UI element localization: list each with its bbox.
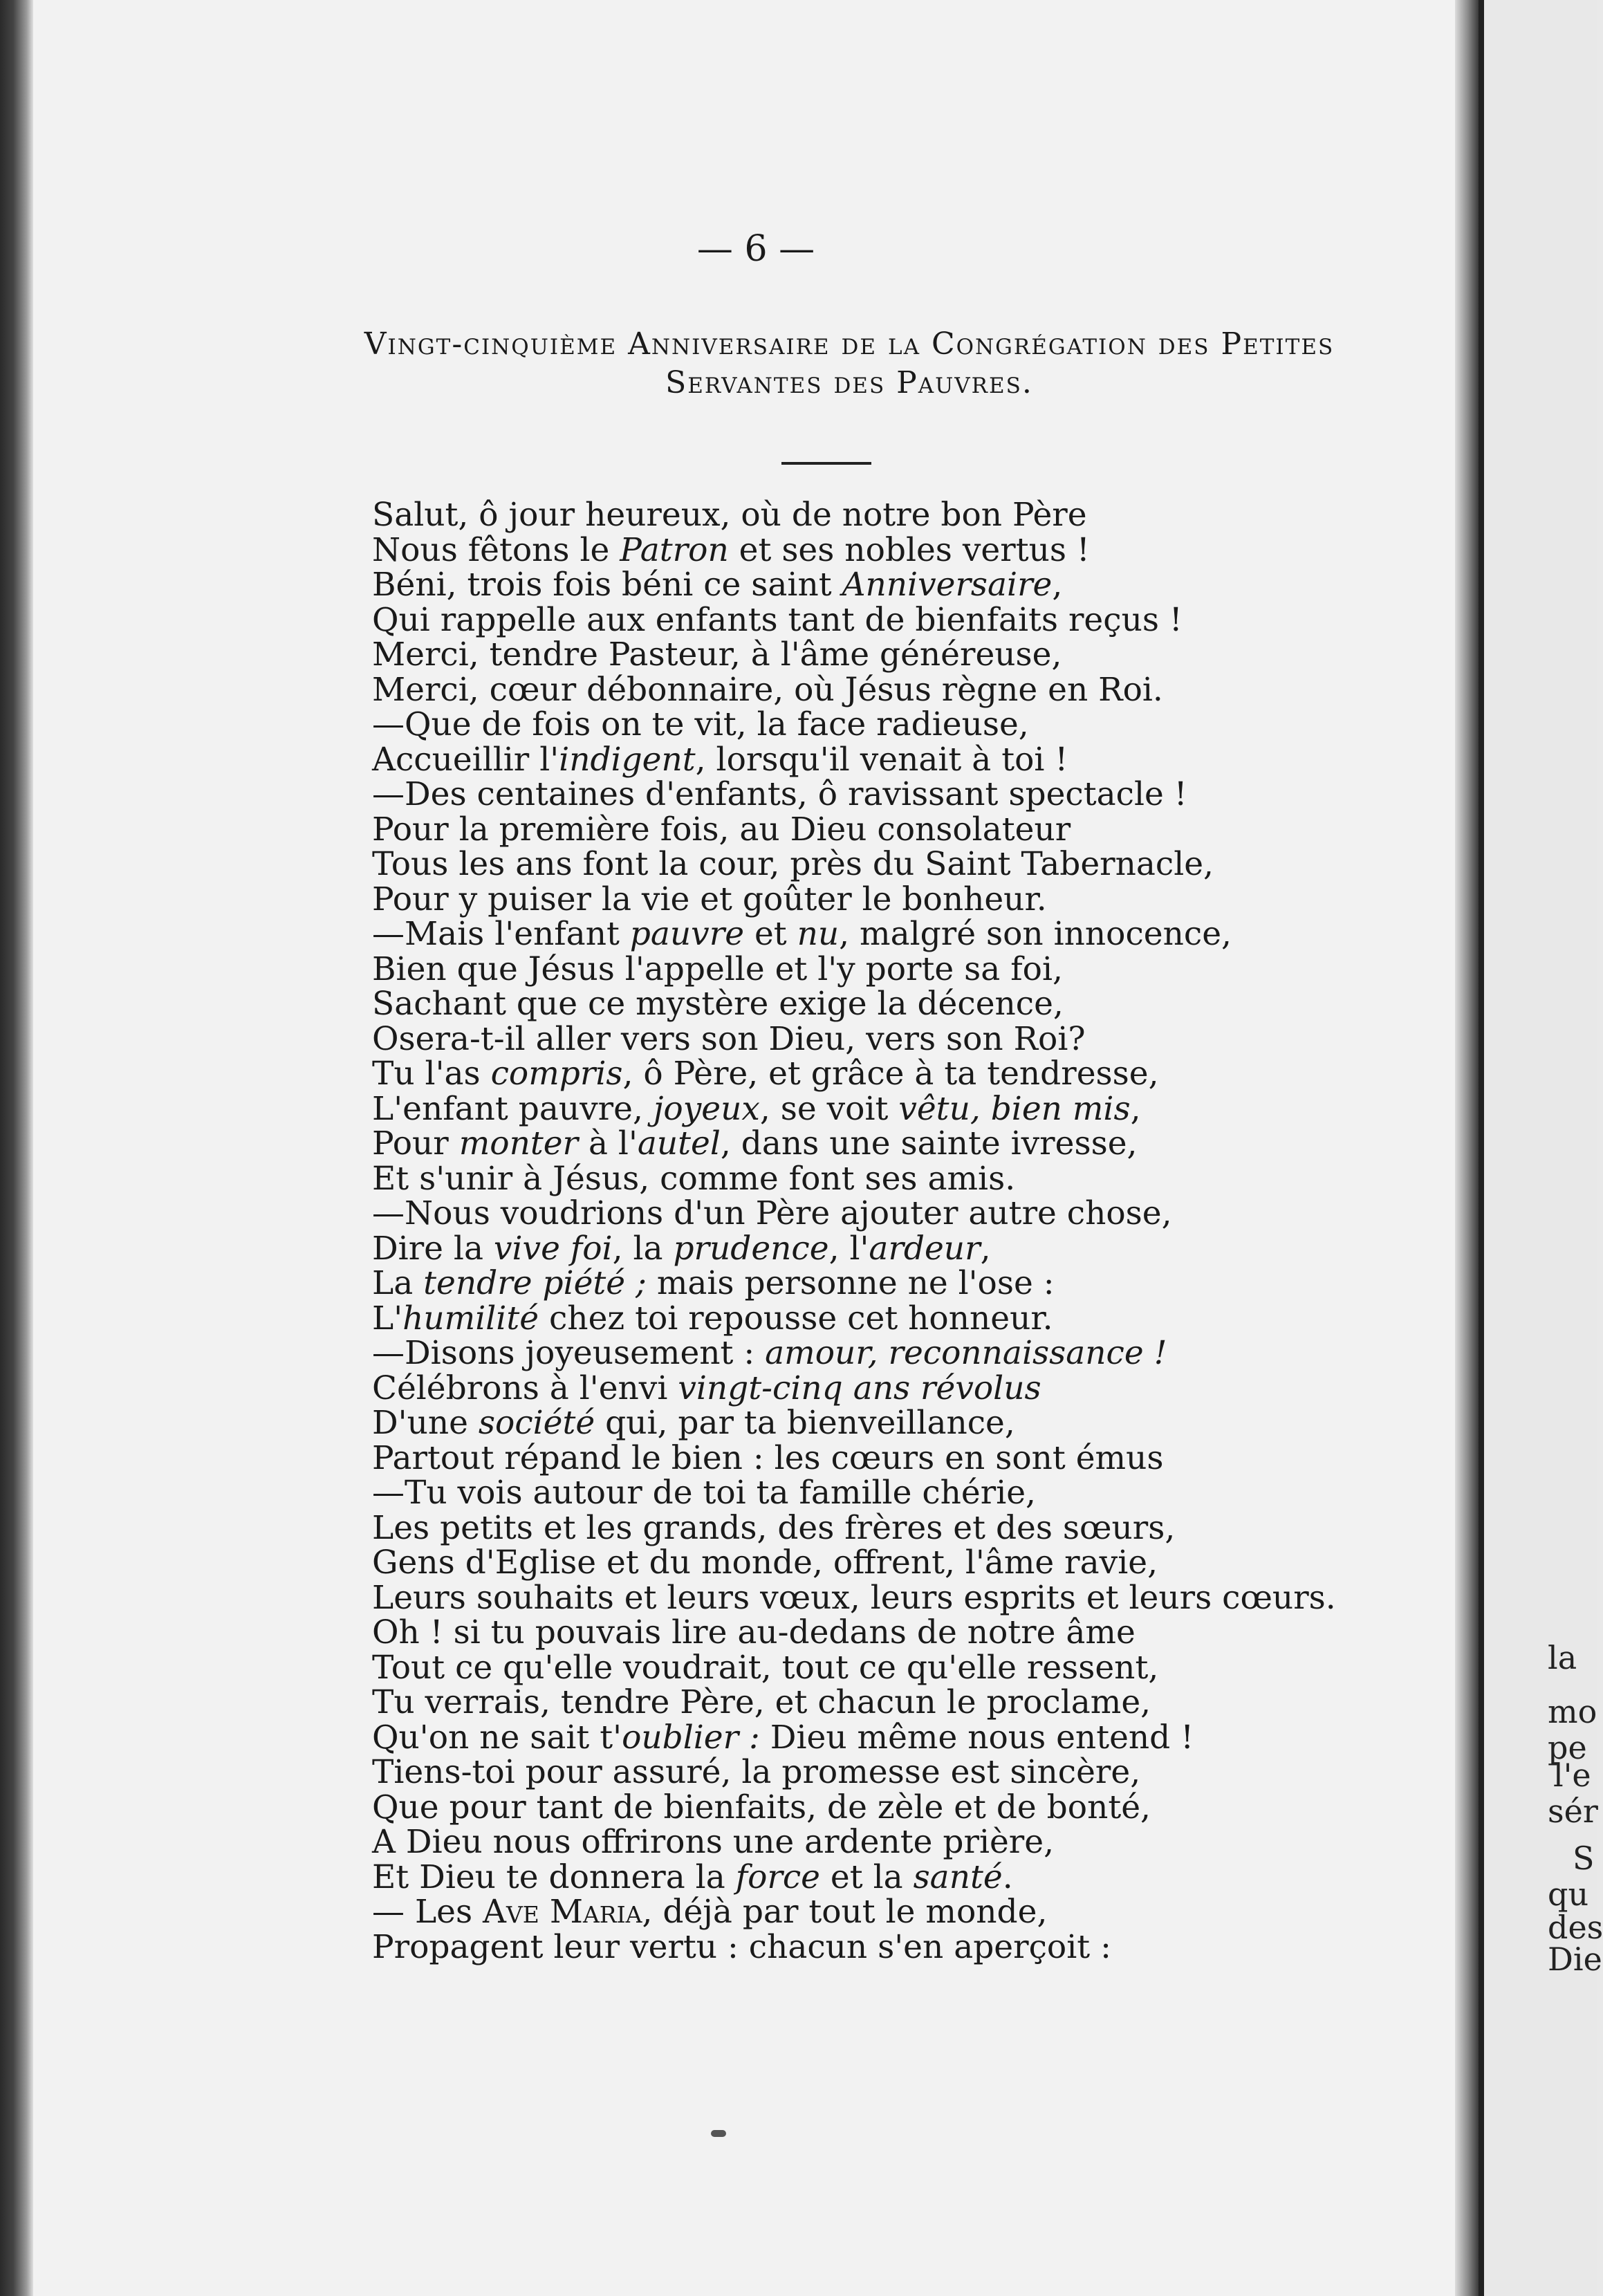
poem-verse	[372, 638, 1396, 673]
verse-text: Célébrons à l'envi	[372, 1369, 678, 1407]
verse-text: , déjà par tout le monde,	[642, 1893, 1048, 1931]
verse-text: —Nous voudrions d'un Père ajouter autre chose,	[372, 1194, 1172, 1232]
verse-text: L'enfant pauvre,	[372, 1089, 654, 1128]
adjacent-page-fragment	[1479, 0, 1603, 2296]
adjacent-page-text: pe	[1548, 1729, 1587, 1766]
verse-text: Oh ! si tu pouvais lire au-dedans de notre âme	[372, 1613, 1136, 1651]
verse-italic-text: monter	[458, 1124, 579, 1163]
poem-verse	[372, 1057, 1396, 1092]
verse-text: Dieu même nous entend !	[759, 1718, 1194, 1757]
verse-text: , dans une sainte ivresse,	[720, 1124, 1138, 1163]
verse-italic-text: santé	[913, 1858, 1003, 1896]
poem-verse	[372, 530, 1396, 569]
adjacent-page-text: mo	[1548, 1693, 1597, 1730]
verse-text: Accueillir l'	[372, 740, 559, 779]
poem-verse	[372, 1476, 1396, 1511]
verse-text: Sachant que ce mystère exige la décence,	[372, 985, 1064, 1023]
poem-title	[324, 325, 1375, 402]
verse-text: Leurs souhaits et leurs vœux, leurs esprits et leurs cœurs.	[372, 1578, 1336, 1617]
page-number: — 6 —	[696, 228, 815, 270]
verse-text: Osera-t-il aller vers son Dieu, vers son Roi?	[372, 1019, 1086, 1058]
verse-italic-text: amour, reconnaissance !	[765, 1334, 1167, 1372]
verse-text: , lorsqu'il venait à toi !	[695, 740, 1068, 779]
poem-verse	[372, 1089, 1396, 1128]
verse-text: , malgré son innocence,	[839, 915, 1232, 953]
poem-verse	[372, 1648, 1396, 1687]
poem-verse	[372, 810, 1396, 849]
verse-text: Tiens-toi pour assuré, la promesse est sincère,	[372, 1753, 1141, 1791]
verse-text: Qu'on ne sait t'	[372, 1718, 622, 1757]
verse-text: D'une	[372, 1404, 479, 1442]
verse-text: —Des centaines d'enfants, ô ravissant spectacle !	[372, 775, 1187, 813]
adjacent-page-text: des	[1548, 1909, 1603, 1946]
poem-verse	[372, 600, 1396, 639]
verse-text: , l'	[828, 1229, 869, 1268]
verse-text: Tout ce qu'elle voudrait, tout ce qu'elle ressent,	[372, 1648, 1159, 1687]
verse-text: à l'	[578, 1124, 638, 1163]
poem-verse	[372, 1615, 1396, 1651]
verse-text: Pour y puiser la vie et goûter le bonheur.	[372, 880, 1047, 918]
verse-text: Tu l'as	[372, 1055, 491, 1093]
poem-verse	[372, 1406, 1396, 1441]
poem-title-line-1: Vingt-cinquième Anniversaire de la Congrégation des Petites	[364, 326, 1335, 362]
verse-text: ,	[980, 1229, 991, 1268]
verse-text: Merci, cœur débonnaire, où Jésus règne en Roi.	[372, 670, 1163, 709]
poem-verse	[372, 670, 1396, 709]
verse-italic-text: ardeur	[869, 1229, 981, 1268]
verse-italic-text: nu	[797, 915, 840, 953]
verse-text: et ses nobles vertus !	[728, 530, 1090, 569]
poem-verse	[372, 777, 1396, 813]
verse-text: Ave Maria	[483, 1893, 642, 1931]
poem-verse	[372, 1196, 1396, 1232]
ink-speck	[711, 2130, 726, 2137]
verse-text: Merci, tendre Pasteur, à l'âme généreuse,	[372, 636, 1062, 674]
verse-text: Qui rappelle aux enfants tant de bienfaits reçus !	[372, 600, 1183, 639]
verse-text: Propagent leur vertu : chacun s'en aperçoit :	[372, 1927, 1111, 1966]
verse-text: Nous fêtons le	[372, 530, 620, 569]
document-page	[33, 0, 1479, 2296]
adjacent-page-text: Die	[1548, 1941, 1602, 1978]
verse-italic-text: Anniversaire	[842, 566, 1053, 604]
verse-text: Partout répand le bien : les cœurs en sont émus	[372, 1438, 1164, 1477]
poem-verse	[372, 1895, 1396, 1930]
poem-verse	[372, 1927, 1396, 1966]
poem-verse	[372, 1755, 1396, 1790]
verse-text: et la	[819, 1858, 914, 1896]
verse-italic-text: autel	[637, 1124, 721, 1163]
verse-text: .	[1002, 1858, 1013, 1896]
poem-verse	[372, 1159, 1396, 1198]
poem-verse	[372, 1371, 1396, 1407]
adjacent-page-text: l'e	[1553, 1757, 1591, 1794]
poem-verse	[372, 707, 1396, 743]
verse-text: —Disons joyeusement :	[372, 1334, 766, 1372]
verse-text: Pour la première fois, au Dieu consolateur	[372, 810, 1071, 849]
verse-text: qui, par ta bienveillance,	[595, 1404, 1015, 1442]
verse-text: Que pour tant de bienfaits, de zèle et de bonté,	[372, 1788, 1151, 1826]
poem-verse	[372, 1790, 1396, 1826]
adjacent-page-text: S	[1573, 1840, 1595, 1877]
verse-text: Tous les ans font la cour, près du Saint Tabernacle,	[372, 845, 1214, 883]
poem-verse	[372, 1578, 1396, 1617]
poem-verse	[372, 568, 1396, 603]
verse-text: Et s'unir à Jésus, comme font ses amis.	[372, 1159, 1016, 1198]
verse-text: —Mais l'enfant	[372, 915, 630, 953]
poem-verse	[372, 1825, 1396, 1860]
adjacent-page-text: la	[1548, 1639, 1577, 1676]
verse-text: , la	[612, 1229, 674, 1268]
poem-verse	[372, 1266, 1396, 1302]
verse-text: ,	[1130, 1089, 1141, 1128]
adjacent-page-text: sér	[1548, 1793, 1598, 1830]
poem-verse	[372, 882, 1396, 918]
verse-text: ,	[1052, 566, 1063, 604]
verse-text: , se voit	[759, 1089, 899, 1128]
verse-text: , ô Père, et grâce à ta tendresse,	[622, 1055, 1159, 1093]
poem-verse	[372, 952, 1396, 988]
poem-title-line-2: Servantes des Pauvres.	[665, 365, 1033, 400]
verse-italic-text: joyeux	[653, 1089, 760, 1128]
poem-verse	[372, 1336, 1396, 1371]
verse-italic-text: Patron	[620, 530, 729, 569]
verse-text: —Tu vois autour de toi ta famille chérie,	[372, 1474, 1036, 1512]
verse-text: —Que de fois on te vit, la face radieuse,	[372, 705, 1029, 743]
verse-text: Béni, trois fois béni ce saint	[372, 566, 842, 604]
verse-text: L'	[372, 1299, 403, 1337]
verse-italic-text: société	[478, 1404, 595, 1442]
poem-verse	[372, 1299, 1396, 1337]
verse-italic-text: vêtu, bien mis	[898, 1089, 1131, 1128]
verse-text: mais personne ne l'ose :	[646, 1264, 1055, 1302]
verse-italic-text: indigent	[559, 740, 696, 779]
verse-text: chez toi repousse cet honneur.	[539, 1299, 1053, 1337]
adjacent-page-text: qu	[1548, 1876, 1589, 1913]
poem-verse	[372, 1546, 1396, 1581]
verse-italic-text: vingt-cinq ans révolus	[678, 1369, 1041, 1407]
scan-left-edge	[0, 0, 33, 2296]
verse-italic-text: vive foi	[493, 1229, 613, 1268]
verse-italic-text: oublier :	[622, 1718, 760, 1757]
poem-verse	[372, 987, 1396, 1022]
verse-text: Les petits et les grands, des frères et des sœurs,	[372, 1508, 1176, 1547]
verse-text: A Dieu nous offrirons une ardente prière,	[372, 1823, 1055, 1861]
verse-text: — Les	[372, 1893, 483, 1931]
verse-text: Gens d'Eglise et du monde, offrent, l'âme ravie,	[372, 1544, 1158, 1582]
verse-text: et	[744, 915, 797, 953]
title-separator-rule	[781, 462, 871, 465]
verse-text: Bien que Jésus l'appelle et l'y porte sa foi,	[372, 950, 1063, 988]
poem-verse	[372, 1124, 1396, 1163]
poem-verse	[372, 740, 1396, 779]
verse-italic-text: humilité	[402, 1299, 539, 1337]
verse-italic-text: prudence	[673, 1229, 829, 1268]
poem-verse	[372, 1508, 1396, 1547]
poem-body	[372, 498, 1396, 1965]
poem-verse	[372, 1438, 1396, 1477]
verse-text: La	[372, 1264, 424, 1302]
verse-text: Dire la	[372, 1229, 494, 1268]
poem-verse	[372, 917, 1396, 952]
verse-italic-text: pauvre	[629, 915, 745, 953]
verse-text: Et Dieu te donnera la	[372, 1858, 736, 1896]
poem-verse	[372, 498, 1396, 533]
poem-verse	[372, 1019, 1396, 1058]
verse-italic-text: tendre piété ;	[423, 1264, 647, 1302]
poem-verse	[372, 1685, 1396, 1721]
verse-text: Tu verrais, tendre Père, et chacun le proclame,	[372, 1683, 1151, 1721]
verse-italic-text: compris	[490, 1055, 623, 1093]
poem-verse	[372, 1229, 1396, 1268]
verse-text: Pour	[372, 1124, 459, 1163]
poem-verse	[372, 847, 1396, 882]
verse-text: Salut, ô jour heureux, où de notre bon Père	[372, 496, 1087, 534]
poem-verse	[372, 1718, 1396, 1757]
poem-verse	[372, 1860, 1396, 1896]
verse-italic-text: force	[735, 1858, 820, 1896]
